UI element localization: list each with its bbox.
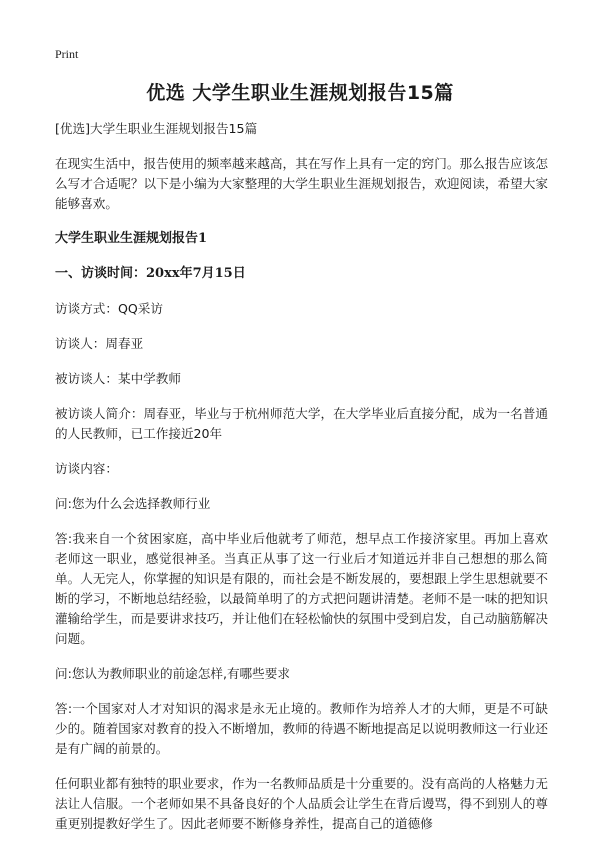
answer-2: 答:一个国家对人才对知识的渴求是永无止境的。教师作为培养人才的大师，更是不可缺少的。随着国家对教育的投入不断增加，教师的待遇不断地提高足以说明教师这一行业还是有广阔的前景的。	[55, 701, 548, 756]
subtitle: [优选]大学生职业生涯规划报告15篇	[55, 121, 258, 136]
page-title: 优选 大学生职业生涯规划报告15篇	[146, 82, 454, 104]
answer-1: 答:我来自一个贫困家庭，高中毕业后他就考了师范，想早点工作接济家里。再加上喜欢老师这一职业，感觉很神圣。当真正从事了这一行业后才知道远并非自己想想的那么简单。人无完人，你掌握的知识是有限的，而社会是不断发展的，要想跟上学生思想就要不断的学习，不断地总结经验，以最简单明了的方式把问题讲清楚。老师不是一味的把知识灌输给学生，而是要讲求技巧，并让他们在轻松愉快的氛围中受到启发，自己动脑筋解决问题。	[55, 531, 548, 646]
interview-method: 访谈方式：QQ采访	[55, 301, 163, 316]
interviewee: 被访谈人：某中学教师	[55, 371, 181, 386]
interviewee-intro: 被访谈人简介：周春亚，毕业与于杭州师范大学，在大学毕业后直接分配，成为一名普通的人民教师，已工作接近20年	[55, 406, 548, 441]
intro-paragraph: 在现实生活中，报告使用的频率越来越高，其在写作上具有一定的窍门。那么报告应该怎么写才合适呢？以下是小编为大家整理的大学生职业生涯规划报告，欢迎阅读，希望大家能够喜欢。	[55, 156, 548, 211]
question-1: 问:您为什么会选择教师行业	[55, 496, 211, 511]
answer-2-continued: 任何职业都有独特的职业要求，作为一名教师品质是十分重要的。没有高尚的人格魅力无法让人信服。一个老师如果不具备良好的个人品质会让学生在背后谩骂，得不到别人的尊重更别提教好学生了。因此老师要不断修身养性，提高自己的道德修	[55, 776, 548, 831]
interviewer: 访谈人：周春亚	[55, 336, 144, 351]
question-2: 问:您认为教师职业的前途怎样,有哪些要求	[55, 666, 290, 681]
section-heading: 大学生职业生涯规划报告1	[55, 231, 208, 246]
interview-time: 一、访谈时间：20xx年7月15日	[55, 266, 246, 281]
print-label: Print	[55, 47, 79, 61]
content-label: 访谈内容：	[55, 461, 118, 476]
document-body	[55, 119, 548, 849]
